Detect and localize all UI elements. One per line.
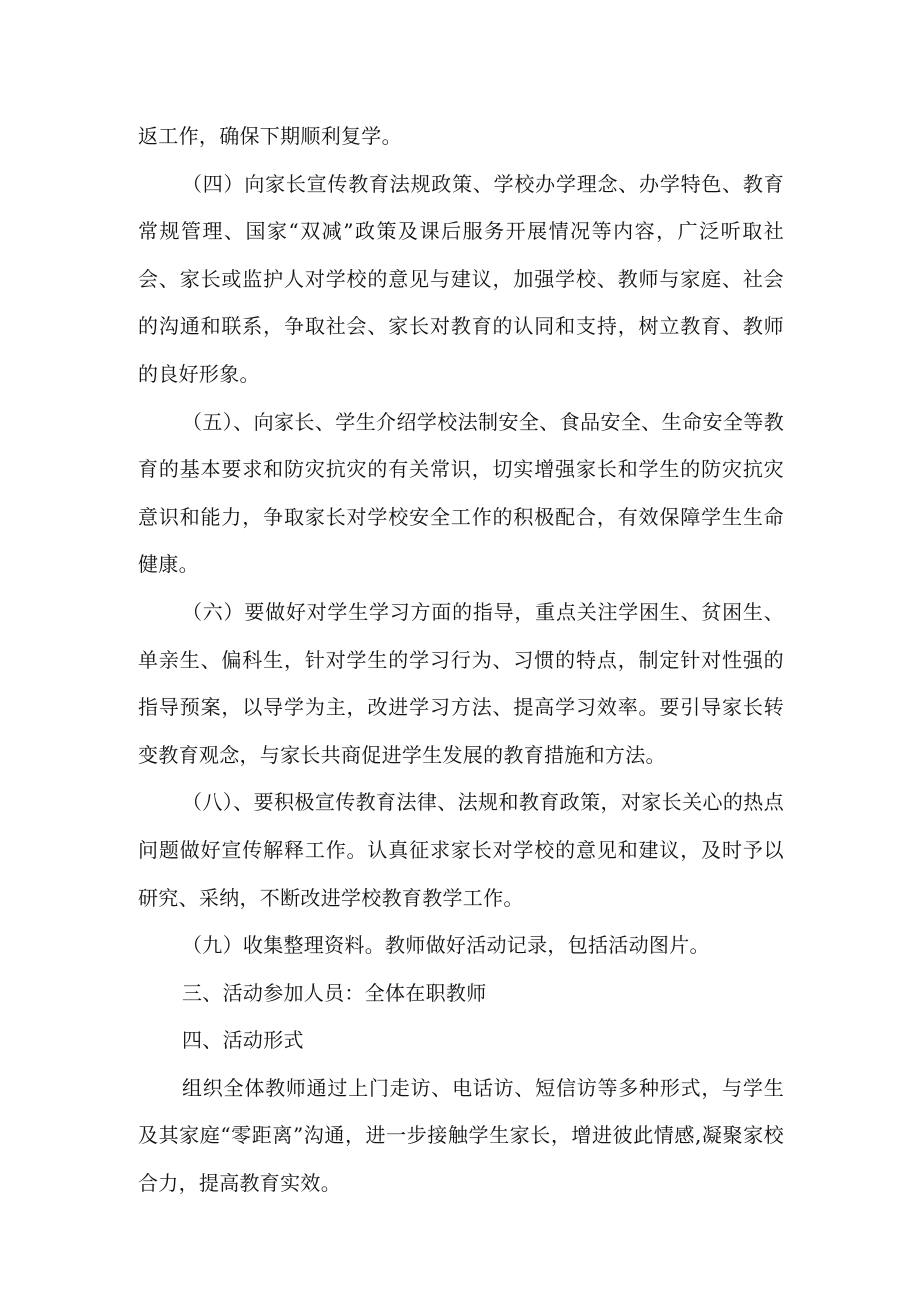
section-heading-activity-form: 四、活动形式 bbox=[182, 1028, 304, 1053]
paragraph-activity-form: 组织全体教师通过上门走访、电话访、短信访等多种形式，与学生及其家庭“零距离”沟通，进一步接触学生家长，增进彼此情感,凝聚家校合力，提高教育实效。 bbox=[138, 1075, 784, 1196]
section-heading-participants: 三、活动参加人员：全体在职教师 bbox=[182, 980, 487, 1005]
paragraph-item-6: （六）要做好对学生学习方面的指导，重点关注学困生、贫困生、单亲生、偏科生，针对学生的学习行为、习惯的特点，制定针对性强的指导预案，以导学为主，改进学习方法、提高学习效率。要引导家长转变教育观念，与家长共商促进学生发展的教育措施和方法。 bbox=[138, 599, 784, 767]
document-body bbox=[138, 113, 784, 1208]
paragraph-item-5: （五）、向家长、学生介绍学校法制安全、食品安全、生命安全等教育的基本要求和防灾抗灾的有关常识，切实增强家长和学生的防灾抗灾意识和能力，争取家长对学校安全工作的积极配合，有效保障学生生命健康。 bbox=[138, 409, 784, 577]
paragraph-continuation: 返工作，确保下期顺利复学。 bbox=[138, 124, 402, 148]
paragraph-item-4: （四）向家长宣传教育法规政策、学校办学理念、办学特色、教育常规管理、国家“双减”政策及课后服务开展情况等内容，广泛听取社会、家长或监护人对学校的意见与建议，加强学校、教师与家庭、社会的沟通和联系，争取社会、家长对教育的认同和支持，树立教育、教师的良好形象。 bbox=[138, 171, 784, 386]
paragraph-item-9: （九）收集整理资料。教师做好活动记录，包括活动图片。 bbox=[182, 933, 710, 958]
paragraph-item-8: （八）、要积极宣传教育法律、法规和教育政策，对家长关心的热点问题做好宣传解释工作。认真征求家长对学校的意见和建议，及时予以研究、采纳，不断改进学校教育教学工作。 bbox=[138, 790, 784, 910]
